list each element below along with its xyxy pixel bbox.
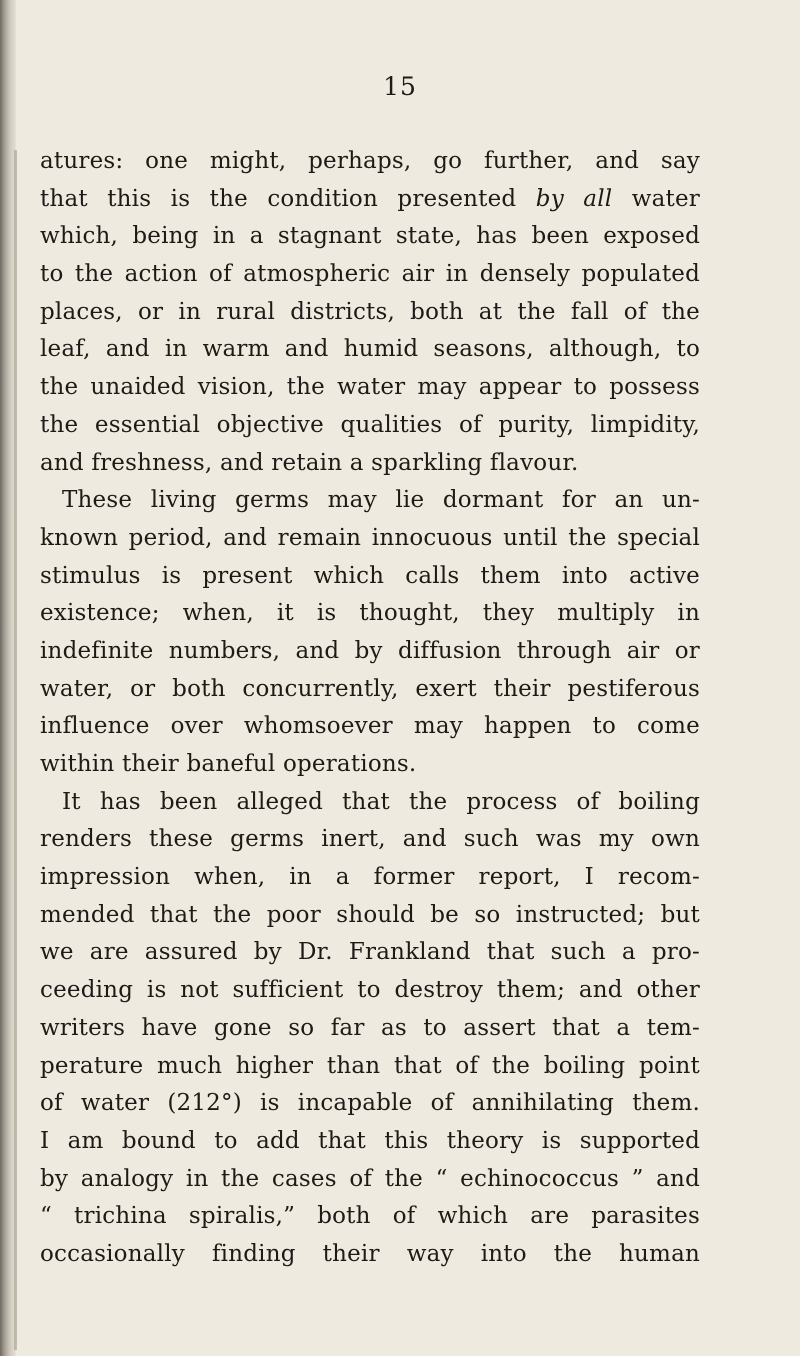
text-line: atures: one might, perhaps, go further, and say [40,148,700,174]
text-line: ceeding is not sufficient to destroy them; and other [40,977,700,1004]
text-line: known period, and remain innocuous until the special [40,524,700,551]
text-line: within their baneful operations. [40,751,417,777]
text-line: mended that the poor should be so instructed; but [40,901,700,928]
text-line: by analogy in the cases of the “ echinococcus ” and [40,1165,700,1192]
text-line: indefinite numbers, and by diffusion through air or [40,637,700,664]
text-line: existence; when, it is thought, they multiply in [40,600,700,627]
text-line: leaf, and in warm and humid seasons, although, to [40,336,700,363]
text-line: impression when, in a former report, I recom- [40,864,700,891]
text-line: influence over whomsoever may happen to come [40,713,700,740]
text-line: writers have gone so far as to assert that a tem- [40,1014,700,1041]
text-line: water, or both concurrently, exert their pestiferous [40,675,700,702]
text-line: occasionally finding their way into the human [40,1240,700,1267]
text-line: which, being in a stagnant state, has been exposed [40,223,700,250]
text-line: that this is the condition presented by all water [40,185,700,212]
text-line: places, or in rural districts, both at the fall of the [40,298,700,325]
text-line: “ trichina spiralis,” both of which are parasites [40,1203,700,1230]
body-text [40,143,700,1274]
text-line: of water (212°) is incapable of annihilating them. [40,1090,700,1117]
text-line: perature much higher than that of the boiling point [40,1052,700,1079]
text-line: I am bound to add that this theory is supported [40,1127,700,1154]
text-line: we are assured by Dr. Frankland that such a pro- [40,939,700,966]
text-line: renders these germs inert, and such was my own [40,826,700,853]
text-line: the essential objective qualities of purity, limpidity, [40,411,700,438]
page-edge-line [14,150,17,1350]
page-number: 15 [383,72,417,101]
emphasis: by all [535,185,613,212]
paragraph-first-line: These living germs may lie dormant for an un- [62,487,700,514]
text-line: to the action of atmospheric air in densely populated [40,261,700,288]
text-line: the unaided vision, the water may appear to possess [40,374,700,401]
text-line: and freshness, and retain a sparkling flavour. [40,449,579,476]
text-line: stimulus is present which calls them into active [40,562,700,589]
paragraph-first-line: It has been alleged that the process of boiling [62,788,700,815]
